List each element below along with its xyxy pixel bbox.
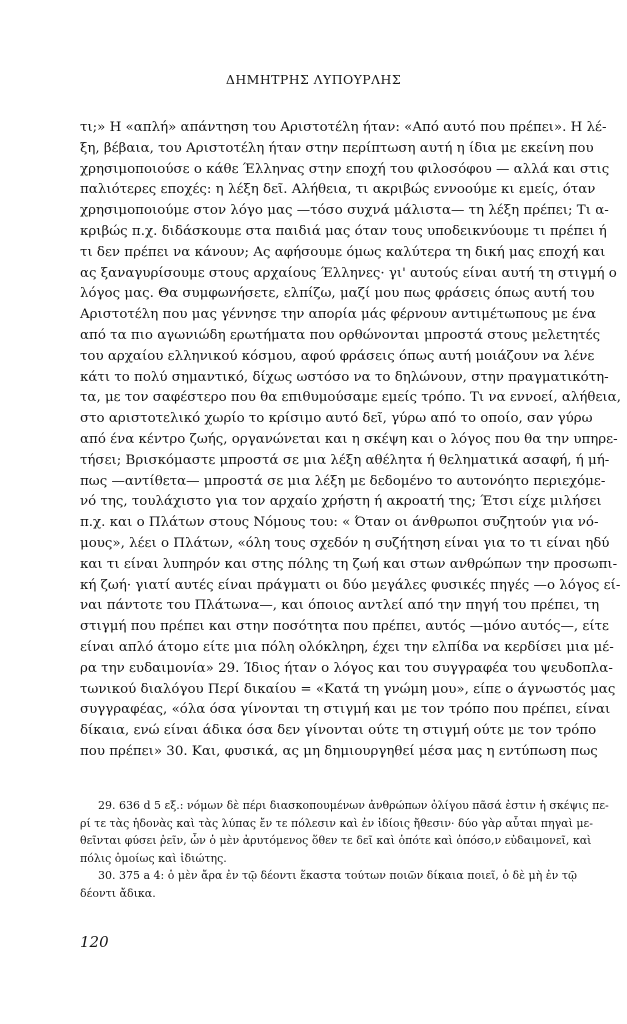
text-line: κάτι το πολύ σημαντικό, δίχως ωστόσο να το δηλώνουν, στην πραγματικότη- <box>80 369 609 385</box>
footnote-line: πόλις ὁμοίως καὶ ἰδιώτης. <box>80 851 227 865</box>
text-line: κριβώς π.χ. διδάσκουμε στα παιδιά μας όταν τους υποδεικνύουμε τι πρέπει ή <box>80 223 607 239</box>
footnote-line: 29. 636 d 5 εξ.: νόμων δὲ πέρι διασκοπουμένων ἀνθρώπων ὀλίγου πᾶσά ἐστιν ἡ σκέψις πε- <box>98 799 609 812</box>
text-line: κή ζωή· γιατί αυτές είναι πράγματι οι δύο μεγάλες φυσικές πηγές —ο λόγος εί- <box>80 577 621 593</box>
text-line: από τα πιο αγωνιώδη ερωτήματα που ορθώνονται μπροστά στους μελετητές <box>80 327 601 343</box>
footnote-line: 30. 375 a 4: ὁ μὲν ἄρα ἐν τῷ δέοντι ἕκαστα τούτων ποιῶν δίκαια ποιεῖ, ὁ δὲ μὴ ἐν τῷ <box>98 869 577 883</box>
text-line: Αριστοτέλη που μας γέννησε την απορία μάς φέρνουν αντιμέτωπους με ένα <box>80 307 597 323</box>
footnotes <box>80 797 609 903</box>
footnote-line: δέοντι ἄδικα. <box>80 886 156 900</box>
text-line: ξη, βέβαια, του Αριστοτέλη ήταν στην περίπτωση αυτή η ίδια με εκείνη που <box>80 140 594 156</box>
text-line: τήσει; Βρισκόμαστε μπροστά σε μια λέξη αθέλητα ή θεληματικά ασαφή, ή μή- <box>80 452 610 468</box>
text-line: στο αριστοτελικό χωρίο το κρίσιμο αυτό δεῖ, γύρω από το οποίο, σαν γύρω <box>80 411 593 427</box>
text-line: συγγραφέας, «όλα όσα γίνονται τη στιγμή και με τον τρόπο που πρέπει, είναι <box>80 702 611 718</box>
text-line: από ένα κέντρο ζωής, οργανώνεται και η σκέψη και ο λόγος που θα την υπηρε- <box>80 431 618 447</box>
text-line: π.χ. και ο Πλάτων στους Νόμους του: « Όταν οι άνθρωποι συζητούν για νό- <box>80 515 599 531</box>
text-line: του αρχαίου ελληνικού κόσμου, αφού φράσεις όπως αυτή μοιάζουν να λένε <box>80 348 595 364</box>
body-text <box>80 118 621 763</box>
footnote-line: θεῖνται φύσει ῥεῖν, ὧν ὁ μὲν ἀρυτόμενος ὅθεν τε δεῖ καὶ ὁπότε καὶ ὁπόσο,ν εὐδαιμονεῖ, καὶ <box>80 834 592 848</box>
text-line: δίκαια, ενώ είναι άδικα όσα δεν γίνονται ούτε τη στιγμή ούτε με τον τρόπο <box>80 723 597 739</box>
text-line: χρησιμοποιούσε ο κάθε Έλληνας στην εποχή του φιλοσόφου — αλλά και στις <box>80 161 610 177</box>
text-line: τι δεν πρέπει να κάνουν; Ας αφήσουμε όμως καλύτερα τη δική μας εποχή και <box>80 244 606 260</box>
text-line: χρησιμοποιούμε στον λόγο μας —τόσο συχνά μάλιστα— τη λέξη πρέπει; Τι α- <box>80 203 609 219</box>
text-line: πως —αντίθετα— μπροστά σε μια λέξη με δεδομένο το αυτονόητο περιεχόμε- <box>80 473 606 489</box>
page-number: 120 <box>80 933 109 951</box>
text-line: παλιότερες εποχές: η λέξη δεῖ. Αλήθεια, τι ακριβώς εννοούμε κι εμείς, όταν <box>80 182 596 198</box>
text-line: νό της, τουλάχιστο για τον αρχαίο χρήστη ή ακροατή της; Έτσι είχε μιλήσει <box>80 494 602 510</box>
text-line: ρα την ευδαιμονία» 29. Ίδιος ήταν ο λόγος και του συγγραφέα του ψευδοπλα- <box>80 660 613 676</box>
footnote-line: ρί τε τὰς ἡδονὰς καὶ τὰς λύπας ἔν τε πόλεσιν καὶ ἐν ἰδίοις ἤθεσιν· δύο γὰρ αὗται πηγαὶ με- <box>80 816 593 830</box>
text-line: και τι είναι λυπηρόν και στης πόλης τη ζωή και στων ανθρώπων την προσωπι- <box>80 556 618 572</box>
text-line: τωνικού διαλόγου Περί δικαίου = «Κατά τη γνώμη μου», είπε ο άγνωστός μας <box>80 681 616 697</box>
text-line: μους», λέει ο Πλάτων, «όλη τους σχεδόν η συζήτηση είναι για το τι είναι ηδύ <box>80 535 610 551</box>
text-line: λόγος μας. Θα συμφωνήσετε, ελπίζω, μαζί μου πως φράσεις όπως αυτή του <box>80 286 595 302</box>
text-line: ναι πάντοτε του Πλάτωνα—, και όποιος αντλεί από την πηγή του πρέπει, τη <box>80 598 600 614</box>
text-line: ας ξαναγυρίσουμε στους αρχαίους Έλληνες· γι' αυτούς είναι αυτή τη στιγμή ο <box>80 265 617 281</box>
text-line: τι;» Η «απλή» απάντηση του Αριστοτέλη ήταν: «Από αυτό που πρέπει». Η λέ- <box>80 120 607 135</box>
text-line: τα, με τον σαφέστερο που θα επιθυμούσαμε εμείς τρόπο. Τι να εννοεί, αλήθεια, <box>80 390 621 406</box>
text-line: είναι απλό άτομο είτε μια πόλη ολόκληρη, έχει την ελπίδα να κερδίσει μια μέ- <box>80 639 614 655</box>
running-head: ΔΗΜΗΤΡΗΣ ΛΥΠΟΥΡΛΗΣ <box>225 72 402 87</box>
text-line: στιγμή που πρέπει και στην ποσότητα που πρέπει, αυτός —μόνο αυτός—, είτε <box>80 619 609 635</box>
text-line: που πρέπει» 30. Και, φυσικά, ας μη δημιουργηθεί μέσα μας η εντύπωση πως <box>80 743 598 759</box>
